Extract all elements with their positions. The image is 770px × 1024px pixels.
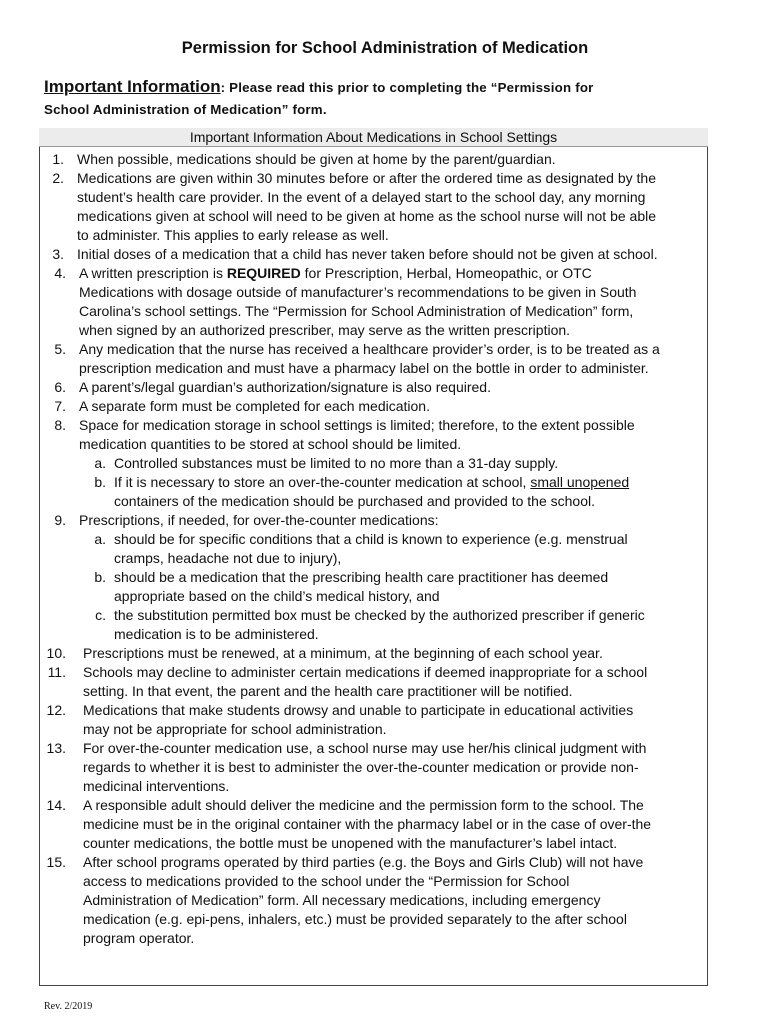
item-number: 1.: [52, 151, 64, 167]
list-item-9: [0, 511, 770, 530]
item-line: Any medication that the nurse has received a healthcare provider’s order, is to be treated as a: [79, 341, 660, 357]
document-title: Permission for School Administration of Medication: [181, 39, 589, 57]
item-number: 13.: [46, 740, 66, 756]
item-line: When possible, medications should be given at home by the parent/guardian.: [77, 151, 556, 167]
item-line: may not be appropriate for school administration.: [83, 721, 387, 737]
required-emphasis: REQUIRED: [226, 265, 301, 281]
item-number: 14.: [46, 797, 66, 813]
item-number: 8.: [54, 417, 66, 433]
list-item-14: [0, 796, 770, 853]
list-item-10: [0, 644, 770, 663]
list-item-6: [0, 378, 770, 397]
item-line: regards to whether it is best to administer the over-the-counter medication or provide non-: [83, 759, 639, 775]
list-item-13: [0, 739, 770, 796]
item-line: appropriate based on the child’s medical history, and: [114, 588, 440, 604]
item-number: 11.: [47, 664, 66, 680]
item-number: 6.: [54, 379, 66, 395]
item-line: Schools may decline to administer certain medications if deemed inappropriate for a school: [83, 664, 648, 680]
info-box-title: Important Information About Medications in School Settings: [39, 128, 708, 147]
item-number: 2.: [52, 170, 64, 186]
item-line: A written prescription is REQUIRED for Prescription, Herbal, Homeopathic, or OTC: [79, 265, 592, 281]
sub-item-9a: [0, 530, 770, 568]
item-number: 9.: [54, 512, 66, 528]
list-item-11: [0, 663, 770, 701]
item-line: A responsible adult should deliver the medicine and the permission form to the school. The: [83, 797, 644, 813]
list-item-7: [0, 397, 770, 416]
sub-item-letter: c.: [95, 607, 106, 623]
item-line: cramps, headache not due to injury),: [114, 550, 342, 566]
sub-item-8b: [0, 473, 770, 511]
item-number: 15.: [46, 854, 66, 870]
sub-item-8a: [0, 454, 770, 473]
sub-item-letter: b.: [94, 569, 106, 585]
item-line: Medications are given within 30 minutes before or after the ordered time as designated by the: [77, 170, 656, 186]
list-item-4: [0, 264, 770, 340]
item-number: 12.: [46, 702, 66, 718]
item-line: Prescriptions must be renewed, at a minimum, at the beginning of each school year.: [83, 645, 603, 661]
list-item-8: [0, 416, 770, 454]
revision-date: Rev. 2/2019: [44, 1001, 93, 1012]
item-number: 5.: [54, 341, 66, 357]
list-item-12: [0, 701, 770, 739]
sub-item-letter: a.: [94, 455, 106, 471]
item-line: Controlled substances must be limited to no more than a 31-day supply.: [114, 455, 559, 471]
item-line: medication is to be administered.: [114, 626, 319, 642]
item-number: 7.: [54, 398, 66, 414]
item-line: prescription medication and must have a pharmacy label on the bottle in order to administer.: [79, 360, 649, 376]
item-number: 10.: [46, 645, 66, 661]
item-line: After school programs operated by third parties (e.g. the Boys and Girls Club) will not have: [83, 854, 644, 870]
item-line: A parent’s/legal guardian’s authorization/signature is also required.: [79, 379, 491, 395]
item-line: setting. In that event, the parent and the health care practitioner will be notified.: [83, 683, 573, 699]
item-line: medicine must be in the original container with the pharmacy label or in the case of over-the: [83, 816, 652, 832]
list-item-15: [0, 853, 770, 948]
item-line: Medications with dosage outside of manufacturer’s recommendations to be given in South: [79, 284, 637, 300]
item-line: medication quantities to be stored at school should be limited.: [79, 436, 462, 452]
item-line: should be for specific conditions that a child is known to experience (e.g. menstrual: [114, 531, 628, 547]
item-line: Administration of Medication” form. All necessary medications, including emergency: [83, 892, 601, 908]
intro-lead: Important Information: [44, 77, 221, 96]
item-line: containers of the medication should be purchased and provided to the school.: [114, 493, 595, 509]
list-item-5: [0, 340, 770, 378]
item-line: If it is necessary to store an over-the-counter medication at school, small unopened: [114, 474, 630, 490]
list-item-1: [0, 150, 770, 169]
sub-item-letter: b.: [94, 474, 106, 490]
item-line: access to medications provided to the school under the “Permission for School: [83, 873, 570, 889]
item-line: the substitution permitted box must be checked by the authorized prescriber if generic: [114, 607, 645, 623]
underlined-phrase: small unopened: [530, 474, 630, 490]
item-line: medication (e.g. epi-pens, inhalers, etc.) must be provided separately to the after school: [83, 911, 627, 927]
item-line: when signed by an authorized prescriber, may serve as the written prescription.: [79, 322, 571, 338]
item-line: to administer. This applies to early release as well.: [77, 227, 389, 243]
item-line: Space for medication storage in school settings is limited; therefore, to the extent possible: [79, 417, 635, 433]
item-line: student’s health care provider. In the event of a delayed start to the school day, any morning: [77, 189, 646, 205]
intro-text-line2: School Administration of Medication” form.: [44, 102, 327, 117]
item-line: Carolina’s school settings. The “Permission for School Administration of Medication” form,: [79, 303, 634, 319]
list-item-2: [0, 169, 770, 245]
item-line: For over-the-counter medication use, a school nurse may use her/his clinical judgment with: [83, 740, 647, 756]
item-line: medications given at school will need to be given at home as the school nurse will not be able: [77, 208, 657, 224]
item-line: should be a medication that the prescribing health care practitioner has deemed: [114, 569, 609, 585]
intro-notice: [44, 76, 744, 121]
item-line: Initial doses of a medication that a child has never taken before should not be given at school.: [77, 246, 658, 262]
item-line: Medications that make students drowsy and unable to participate in educational activities: [83, 702, 634, 718]
sub-item-letter: a.: [94, 531, 106, 547]
sub-item-9c: [0, 606, 770, 644]
info-list: [0, 150, 770, 948]
intro-text-line1: : Please read this prior to completing the “Permission for: [220, 80, 594, 95]
item-line: Prescriptions, if needed, for over-the-counter medications:: [79, 512, 439, 528]
item-number: 4.: [54, 265, 66, 281]
item-line: program operator.: [83, 930, 195, 946]
list-item-3: [0, 245, 770, 264]
sub-item-9b: [0, 568, 770, 606]
item-line: A separate form must be completed for each medication.: [79, 398, 430, 414]
item-line: medicinal interventions.: [83, 778, 230, 794]
item-number: 3.: [52, 246, 64, 262]
item-line: counter medications, the bottle must be unopened with the manufacturer’s label intact.: [83, 835, 618, 851]
